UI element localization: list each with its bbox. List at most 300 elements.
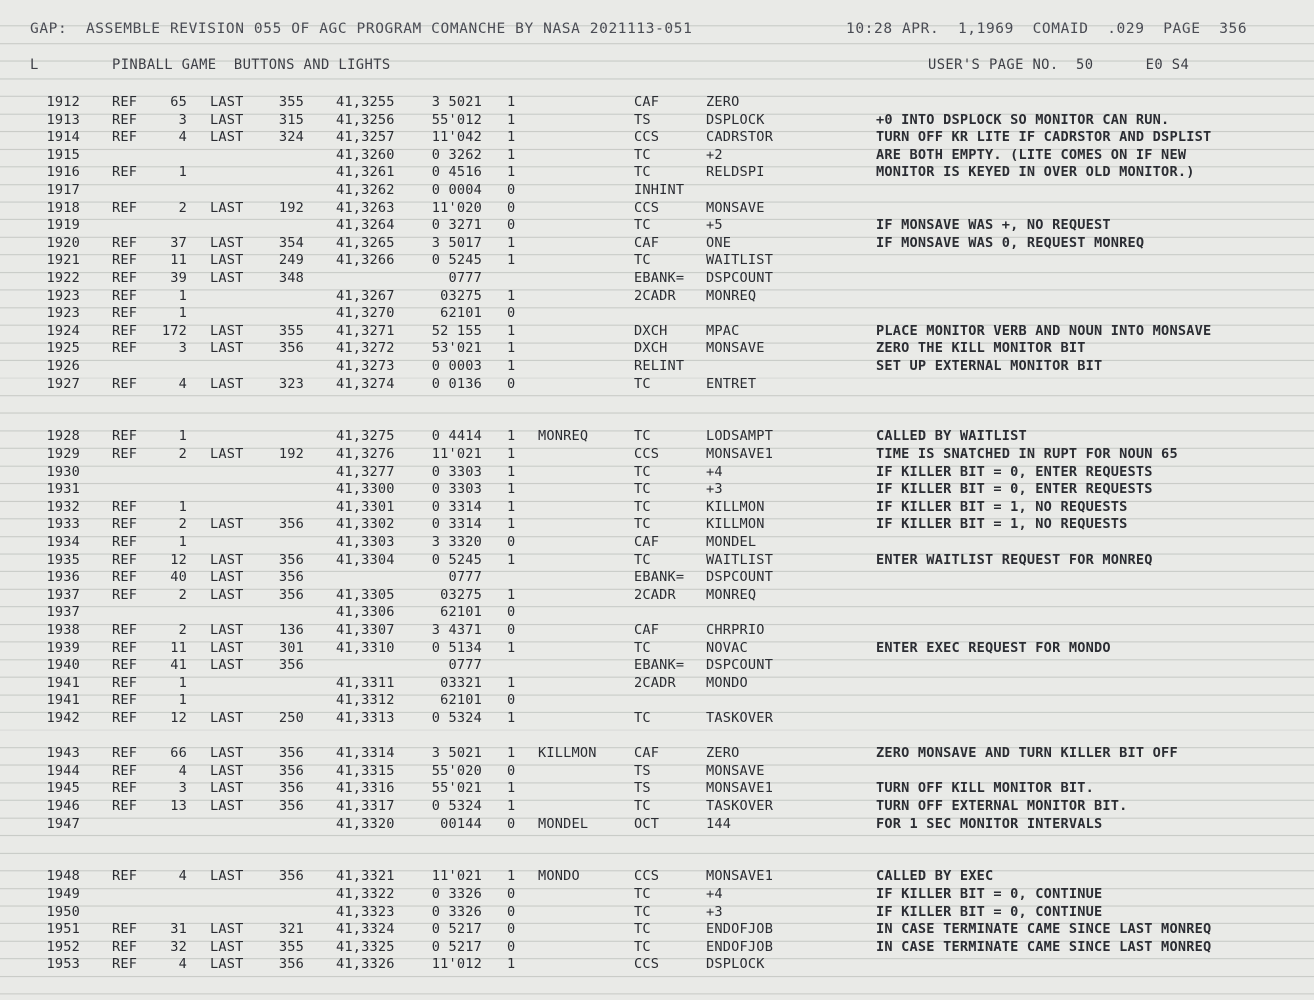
opcode: CCS bbox=[634, 129, 660, 146]
ref-count: 11 bbox=[170, 252, 187, 269]
opcode: TC bbox=[634, 551, 651, 568]
octal-code: 0 3303 bbox=[431, 481, 482, 498]
line-number: 1941 bbox=[46, 692, 80, 709]
ref-count: 4 bbox=[178, 868, 187, 885]
last-keyword: LAST bbox=[210, 551, 244, 568]
line-number: 1941 bbox=[46, 674, 80, 691]
ref-count: 39 bbox=[170, 270, 187, 286]
octal-code: 0 5217 bbox=[431, 938, 482, 955]
parity-flag: 0 bbox=[507, 534, 516, 550]
octal-code: 0 0003 bbox=[431, 358, 482, 374]
last-page: 356 bbox=[278, 569, 304, 586]
line-number: 1933 bbox=[46, 516, 80, 533]
listing-row bbox=[0, 323, 1314, 341]
operand: MONDEL bbox=[706, 534, 757, 550]
parity-flag: 1 bbox=[507, 745, 516, 762]
ref-keyword: REF bbox=[112, 622, 138, 638]
last-page: 323 bbox=[278, 375, 304, 392]
octal-code: 3 3320 bbox=[431, 534, 482, 550]
last-page: 321 bbox=[278, 921, 304, 938]
octal-code: 0 5324 bbox=[431, 798, 482, 814]
parity-flag: 1 bbox=[507, 94, 516, 110]
address: 41,3256 bbox=[336, 111, 395, 128]
operand: LODSAMPT bbox=[706, 428, 774, 445]
octal-code: 0 5245 bbox=[431, 551, 482, 568]
last-page: 324 bbox=[278, 129, 304, 146]
address: 41,3276 bbox=[336, 446, 395, 462]
listing-row bbox=[0, 235, 1314, 253]
line-number: 1942 bbox=[46, 710, 80, 726]
parity-flag: 0 bbox=[507, 622, 516, 638]
last-keyword: LAST bbox=[210, 516, 244, 533]
address: 41,3306 bbox=[336, 604, 395, 621]
operand: DSPLOCK bbox=[706, 956, 765, 973]
listing-row bbox=[0, 921, 1314, 939]
ref-count: 172 bbox=[161, 322, 187, 339]
comment: ARE BOTH EMPTY. (LITE COMES ON IF NEW bbox=[876, 146, 1187, 163]
last-page: 192 bbox=[278, 446, 304, 462]
ref-count: 1 bbox=[178, 428, 187, 445]
ref-count: 41 bbox=[170, 657, 187, 674]
listing-row bbox=[0, 129, 1314, 147]
parity-flag: 1 bbox=[507, 446, 516, 462]
line-number: 1924 bbox=[46, 322, 80, 339]
opcode: DXCH bbox=[634, 340, 668, 357]
address: 41,3262 bbox=[336, 182, 395, 198]
comment: ENTER WAITLIST REQUEST FOR MONREQ bbox=[876, 551, 1153, 568]
line-number: 1950 bbox=[46, 903, 80, 920]
line-number: 1938 bbox=[46, 622, 80, 638]
last-keyword: LAST bbox=[210, 322, 244, 339]
octal-code: 11'012 bbox=[431, 956, 482, 973]
line-number: 1920 bbox=[46, 234, 80, 251]
label: MONREQ bbox=[538, 428, 589, 445]
ref-keyword: REF bbox=[112, 586, 138, 603]
octal-code: 03275 bbox=[440, 586, 482, 603]
address: 41,3273 bbox=[336, 358, 395, 374]
operand: MONSAVE1 bbox=[706, 780, 774, 797]
blank-line bbox=[0, 851, 1314, 869]
octal-code: 0 3314 bbox=[431, 516, 482, 533]
operand: +3 bbox=[706, 481, 723, 498]
parity-flag: 1 bbox=[507, 868, 516, 885]
opcode: TC bbox=[634, 798, 651, 814]
address: 41,3316 bbox=[336, 780, 395, 797]
opcode: TC bbox=[634, 710, 651, 726]
ref-count: 3 bbox=[178, 340, 187, 357]
address: 41,3314 bbox=[336, 745, 395, 762]
comment: CALLED BY EXEC bbox=[876, 868, 994, 885]
address: 41,3320 bbox=[336, 815, 395, 832]
listing-row bbox=[0, 904, 1314, 922]
ref-keyword: REF bbox=[112, 428, 138, 445]
last-page: 356 bbox=[278, 956, 304, 973]
line-number: 1946 bbox=[46, 798, 80, 814]
ref-count: 32 bbox=[170, 938, 187, 955]
ref-count: 2 bbox=[178, 516, 187, 533]
parity-flag: 1 bbox=[507, 428, 516, 445]
listing-row bbox=[0, 200, 1314, 218]
comment: +0 INTO DSPLOCK SO MONITOR CAN RUN. bbox=[876, 111, 1170, 128]
ref-keyword: REF bbox=[112, 305, 138, 322]
octal-code: 0 0004 bbox=[431, 182, 482, 198]
line-number: 1953 bbox=[46, 956, 80, 973]
address: 41,3323 bbox=[336, 903, 395, 920]
opcode: CCS bbox=[634, 199, 660, 216]
ref-count: 40 bbox=[170, 569, 187, 586]
line-number: 1932 bbox=[46, 498, 80, 515]
opcode: TC bbox=[634, 252, 651, 269]
last-keyword: LAST bbox=[210, 234, 244, 251]
ref-keyword: REF bbox=[112, 921, 138, 938]
octal-code: 62101 bbox=[440, 305, 482, 322]
address: 41,3325 bbox=[336, 938, 395, 955]
parity-flag: 0 bbox=[507, 217, 516, 234]
comment: FOR 1 SEC MONITOR INTERVALS bbox=[876, 815, 1103, 832]
parity-flag: 1 bbox=[507, 322, 516, 339]
address: 41,3272 bbox=[336, 340, 395, 357]
operand: KILLMON bbox=[706, 516, 765, 533]
ref-keyword: REF bbox=[112, 129, 138, 146]
opcode: TC bbox=[634, 146, 651, 163]
comment: PLACE MONITOR VERB AND NOUN INTO MONSAVE bbox=[876, 322, 1212, 339]
address: 41,3257 bbox=[336, 129, 395, 146]
parity-flag: 0 bbox=[507, 182, 516, 198]
listing-row bbox=[0, 745, 1314, 763]
ref-keyword: REF bbox=[112, 516, 138, 533]
comment: TURN OFF EXTERNAL MONITOR BIT. bbox=[876, 798, 1128, 814]
address: 41,3264 bbox=[336, 217, 395, 234]
address: 41,3302 bbox=[336, 516, 395, 533]
operand: ENDOFJOB bbox=[706, 938, 774, 955]
octal-code: 62101 bbox=[440, 604, 482, 621]
users-page-number: USER'S PAGE NO. 50 E0 S4 bbox=[928, 57, 1190, 73]
operand: +5 bbox=[706, 217, 723, 234]
comment: IN CASE TERMINATE CAME SINCE LAST MONREQ bbox=[876, 938, 1212, 955]
last-keyword: LAST bbox=[210, 569, 244, 586]
octal-code: 11'021 bbox=[431, 868, 482, 885]
line-number: 1945 bbox=[46, 780, 80, 797]
octal-code: 00144 bbox=[440, 815, 482, 832]
last-keyword: LAST bbox=[210, 938, 244, 955]
listing-type: L bbox=[30, 57, 39, 73]
listing-row bbox=[0, 956, 1314, 974]
opcode: EBANK= bbox=[634, 270, 685, 286]
last-page: 356 bbox=[278, 762, 304, 779]
address: 41,3307 bbox=[336, 622, 395, 638]
listing-row bbox=[0, 763, 1314, 781]
listing-row bbox=[0, 886, 1314, 904]
octal-code: 03275 bbox=[440, 287, 482, 304]
operand: ENDOFJOB bbox=[706, 921, 774, 938]
ref-count: 3 bbox=[178, 780, 187, 797]
ref-keyword: REF bbox=[112, 657, 138, 674]
parity-flag: 1 bbox=[507, 498, 516, 515]
ref-keyword: REF bbox=[112, 270, 138, 286]
last-page: 136 bbox=[278, 622, 304, 638]
last-keyword: LAST bbox=[210, 111, 244, 128]
last-keyword: LAST bbox=[210, 956, 244, 973]
opcode: TC bbox=[634, 903, 651, 920]
operand: ENTRET bbox=[706, 375, 757, 392]
last-keyword: LAST bbox=[210, 375, 244, 392]
last-keyword: LAST bbox=[210, 921, 244, 938]
octal-code: 0 4414 bbox=[431, 428, 482, 445]
last-keyword: LAST bbox=[210, 710, 244, 726]
opcode: CCS bbox=[634, 446, 660, 462]
comment: SET UP EXTERNAL MONITOR BIT bbox=[876, 358, 1103, 374]
operand: 144 bbox=[706, 815, 732, 832]
last-keyword: LAST bbox=[210, 745, 244, 762]
comment: IF MONSAVE WAS 0, REQUEST MONREQ bbox=[876, 234, 1145, 251]
last-keyword: LAST bbox=[210, 252, 244, 269]
comment: MONITOR IS KEYED IN OVER OLD MONITOR.) bbox=[876, 164, 1195, 181]
last-page: 301 bbox=[278, 639, 304, 656]
listing-row bbox=[0, 640, 1314, 658]
line-number: 1936 bbox=[46, 569, 80, 586]
listing-row bbox=[0, 288, 1314, 306]
listing-row bbox=[0, 252, 1314, 270]
operand: +2 bbox=[706, 146, 723, 163]
parity-flag: 1 bbox=[507, 111, 516, 128]
last-keyword: LAST bbox=[210, 639, 244, 656]
last-keyword: LAST bbox=[210, 798, 244, 814]
line-number: 1928 bbox=[46, 428, 80, 445]
ref-keyword: REF bbox=[112, 639, 138, 656]
parity-flag: 0 bbox=[507, 903, 516, 920]
last-page: 355 bbox=[278, 94, 304, 110]
parity-flag: 0 bbox=[507, 921, 516, 938]
listing-row bbox=[0, 112, 1314, 130]
parity-flag: 0 bbox=[507, 886, 516, 902]
listing-row bbox=[0, 358, 1314, 376]
ref-count: 1 bbox=[178, 674, 187, 691]
octal-code: 11'020 bbox=[431, 199, 482, 216]
parity-flag: 1 bbox=[507, 780, 516, 797]
label: MONDO bbox=[538, 868, 580, 885]
comment: IF MONSAVE WAS +, NO REQUEST bbox=[876, 217, 1111, 234]
operand: DSPCOUNT bbox=[706, 657, 774, 674]
listing-row bbox=[0, 816, 1314, 834]
listing-row bbox=[0, 481, 1314, 499]
ref-keyword: REF bbox=[112, 710, 138, 726]
opcode: TC bbox=[634, 428, 651, 445]
opcode: TC bbox=[634, 463, 651, 480]
listing-row bbox=[0, 164, 1314, 182]
last-page: 192 bbox=[278, 199, 304, 216]
ref-count: 4 bbox=[178, 956, 187, 973]
ref-count: 1 bbox=[178, 534, 187, 550]
operand: DSPCOUNT bbox=[706, 270, 774, 286]
ref-keyword: REF bbox=[112, 956, 138, 973]
line-number: 1917 bbox=[46, 182, 80, 198]
line-number: 1929 bbox=[46, 446, 80, 462]
ref-count: 1 bbox=[178, 164, 187, 181]
opcode: TS bbox=[634, 762, 651, 779]
parity-flag: 1 bbox=[507, 798, 516, 814]
line-number: 1922 bbox=[46, 270, 80, 286]
ref-keyword: REF bbox=[112, 798, 138, 814]
parity-flag: 1 bbox=[507, 710, 516, 726]
last-page: 315 bbox=[278, 111, 304, 128]
listing-row bbox=[0, 868, 1314, 886]
octal-code: 3 5017 bbox=[431, 234, 482, 251]
operand: CHRPRIO bbox=[706, 622, 765, 638]
last-page: 356 bbox=[278, 745, 304, 762]
parity-flag: 1 bbox=[507, 146, 516, 163]
octal-code: 0 4516 bbox=[431, 164, 482, 181]
octal-code: 0 3262 bbox=[431, 146, 482, 163]
ref-keyword: REF bbox=[112, 94, 138, 110]
last-keyword: LAST bbox=[210, 199, 244, 216]
listing-row bbox=[0, 569, 1314, 587]
last-page: 356 bbox=[278, 516, 304, 533]
last-page: 356 bbox=[278, 586, 304, 603]
last-page: 249 bbox=[278, 252, 304, 269]
address: 41,3305 bbox=[336, 586, 395, 603]
line-number: 1913 bbox=[46, 111, 80, 128]
operand: RELDSPI bbox=[706, 164, 765, 181]
opcode: TC bbox=[634, 498, 651, 515]
opcode: OCT bbox=[634, 815, 660, 832]
ref-keyword: REF bbox=[112, 234, 138, 251]
listing-row bbox=[0, 798, 1314, 816]
parity-flag: 0 bbox=[507, 375, 516, 392]
parity-flag: 1 bbox=[507, 956, 516, 973]
opcode: CCS bbox=[634, 956, 660, 973]
comment: TURN OFF KILL MONITOR BIT. bbox=[876, 780, 1094, 797]
listing-row bbox=[0, 675, 1314, 693]
octal-code: 0 5245 bbox=[431, 252, 482, 269]
opcode: TC bbox=[634, 481, 651, 498]
last-page: 356 bbox=[278, 798, 304, 814]
address: 41,3313 bbox=[336, 710, 395, 726]
comment: IF KILLER BIT = 1, NO REQUESTS bbox=[876, 498, 1128, 515]
opcode: TC bbox=[634, 375, 651, 392]
parity-flag: 1 bbox=[507, 463, 516, 480]
ref-keyword: REF bbox=[112, 534, 138, 550]
operand: DSPCOUNT bbox=[706, 569, 774, 586]
ref-keyword: REF bbox=[112, 692, 138, 709]
operand: +3 bbox=[706, 903, 723, 920]
parity-flag: 1 bbox=[507, 340, 516, 357]
ref-keyword: REF bbox=[112, 340, 138, 357]
ref-count: 1 bbox=[178, 498, 187, 515]
ref-count: 1 bbox=[178, 287, 187, 304]
comment: TIME IS SNATCHED IN RUPT FOR NOUN 65 bbox=[876, 446, 1178, 462]
last-keyword: LAST bbox=[210, 129, 244, 146]
octal-code: 0 5324 bbox=[431, 710, 482, 726]
ref-keyword: REF bbox=[112, 446, 138, 462]
operand: +4 bbox=[706, 463, 723, 480]
octal-code: 52 155 bbox=[431, 322, 482, 339]
operand: MONSAVE bbox=[706, 762, 765, 779]
line-number: 1921 bbox=[46, 252, 80, 269]
listing-row bbox=[0, 939, 1314, 957]
ref-count: 2 bbox=[178, 586, 187, 603]
opcode: RELINT bbox=[634, 358, 685, 374]
operand: MONSAVE1 bbox=[706, 868, 774, 885]
last-keyword: LAST bbox=[210, 762, 244, 779]
operand: ZERO bbox=[706, 745, 740, 762]
address: 41,3311 bbox=[336, 674, 395, 691]
last-keyword: LAST bbox=[210, 586, 244, 603]
line-number: 1949 bbox=[46, 886, 80, 902]
opcode: TC bbox=[634, 516, 651, 533]
octal-code: 0 3326 bbox=[431, 903, 482, 920]
parity-flag: 1 bbox=[507, 674, 516, 691]
ref-keyword: REF bbox=[112, 252, 138, 269]
listing-row bbox=[0, 604, 1314, 622]
ref-count: 3 bbox=[178, 111, 187, 128]
line-number: 1944 bbox=[46, 762, 80, 779]
octal-code: 03321 bbox=[440, 674, 482, 691]
ref-count: 37 bbox=[170, 234, 187, 251]
opcode: 2CADR bbox=[634, 586, 676, 603]
address: 41,3266 bbox=[336, 252, 395, 269]
ref-count: 65 bbox=[170, 94, 187, 110]
listing-row bbox=[0, 340, 1314, 358]
ref-count: 1 bbox=[178, 692, 187, 709]
last-keyword: LAST bbox=[210, 657, 244, 674]
ref-keyword: REF bbox=[112, 199, 138, 216]
comment: IF KILLER BIT = 0, CONTINUE bbox=[876, 886, 1103, 902]
parity-flag: 0 bbox=[507, 938, 516, 955]
address: 41,3260 bbox=[336, 146, 395, 163]
address: 41,3261 bbox=[336, 164, 395, 181]
last-keyword: LAST bbox=[210, 94, 244, 110]
ref-count: 4 bbox=[178, 375, 187, 392]
address: 41,3267 bbox=[336, 287, 395, 304]
parity-flag: 0 bbox=[507, 604, 516, 621]
operand: MONSAVE1 bbox=[706, 446, 774, 462]
listing-row bbox=[0, 534, 1314, 552]
line-number: 1914 bbox=[46, 129, 80, 146]
operand: MONREQ bbox=[706, 586, 757, 603]
ref-count: 66 bbox=[170, 745, 187, 762]
listing-row bbox=[0, 147, 1314, 165]
opcode: TC bbox=[634, 217, 651, 234]
address: 41,3321 bbox=[336, 868, 395, 885]
octal-code: 0 3271 bbox=[431, 217, 482, 234]
ref-keyword: REF bbox=[112, 762, 138, 779]
last-page: 355 bbox=[278, 322, 304, 339]
comment: IF KILLER BIT = 1, NO REQUESTS bbox=[876, 516, 1128, 533]
operand: ONE bbox=[706, 234, 732, 251]
address: 41,3275 bbox=[336, 428, 395, 445]
parity-flag: 1 bbox=[507, 516, 516, 533]
operand: +4 bbox=[706, 886, 723, 902]
line-number: 1934 bbox=[46, 534, 80, 550]
octal-code: 53'021 bbox=[431, 340, 482, 357]
last-keyword: LAST bbox=[210, 868, 244, 885]
label: KILLMON bbox=[538, 745, 597, 762]
parity-flag: 1 bbox=[507, 252, 516, 269]
line-number: 1943 bbox=[46, 745, 80, 762]
line-number: 1912 bbox=[46, 94, 80, 110]
last-page: 356 bbox=[278, 868, 304, 885]
listing-row bbox=[0, 270, 1314, 288]
octal-code: 11'021 bbox=[431, 446, 482, 462]
octal-code: 3 5021 bbox=[431, 94, 482, 110]
last-page: 356 bbox=[278, 657, 304, 674]
ref-keyword: REF bbox=[112, 498, 138, 515]
opcode: TS bbox=[634, 780, 651, 797]
listing-row bbox=[0, 305, 1314, 323]
ref-keyword: REF bbox=[112, 164, 138, 181]
last-page: 356 bbox=[278, 551, 304, 568]
last-keyword: LAST bbox=[210, 446, 244, 462]
